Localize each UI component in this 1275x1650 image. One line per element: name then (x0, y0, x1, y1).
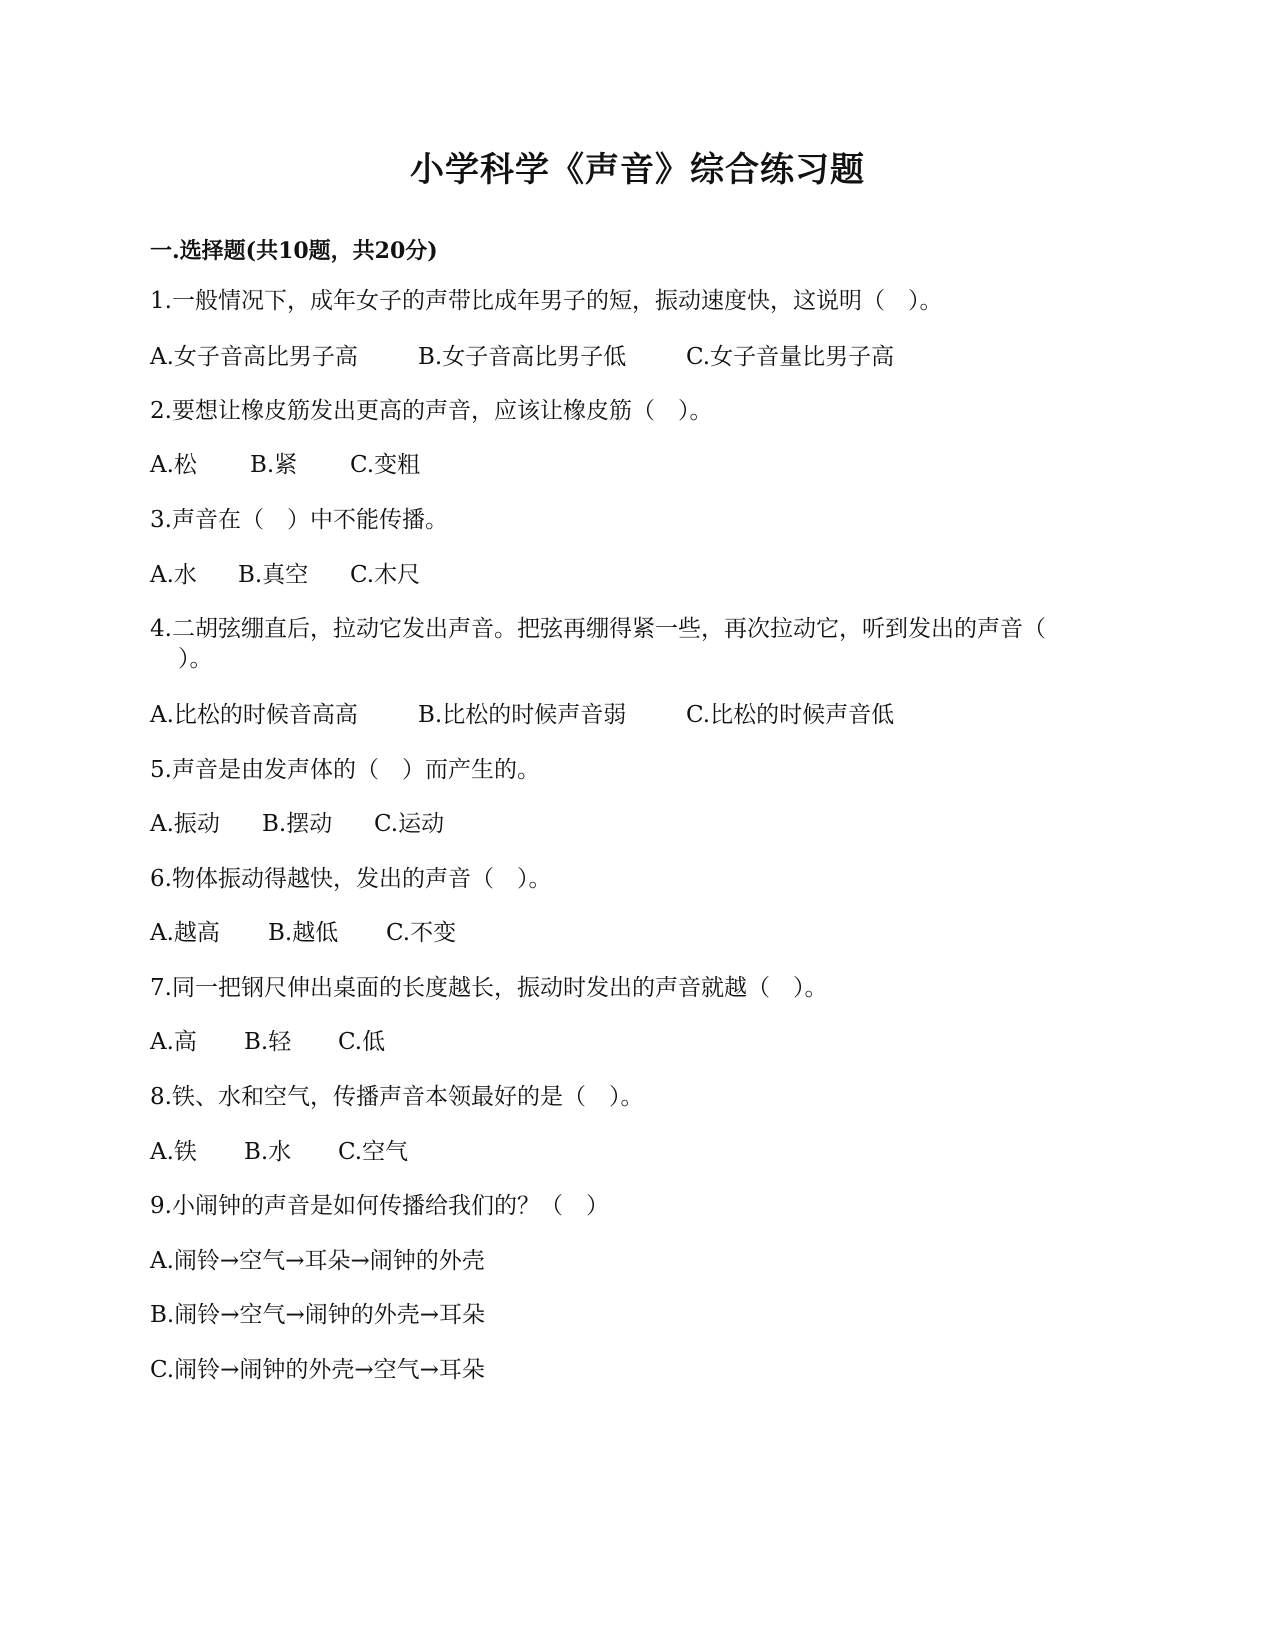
option-a: A.闹铃→空气→耳朵→闹钟的外壳 (150, 1248, 485, 1274)
option-a: A.振动 (150, 811, 220, 837)
option-c: C.运动 (374, 811, 445, 837)
option-a: A.女子音高比男子高 (150, 344, 358, 370)
option-row (150, 560, 420, 591)
section-heading: 一.选择题(共10题，共20分) (150, 238, 438, 264)
option-row (150, 450, 420, 481)
option-row (150, 809, 444, 840)
option-b: B.摆动 (262, 811, 333, 837)
option-b: B.真空 (238, 562, 309, 588)
option-c: C.变粗 (350, 452, 421, 478)
question-stem: 8.铁、水和空气，传播声音本领最好的是（ ）。 (150, 1084, 644, 1110)
option-c: C.空气 (338, 1139, 409, 1165)
option-c: C.不变 (386, 920, 457, 946)
option-b: B.紧 (250, 452, 298, 478)
question-stem: 7.同一把钢尺伸出桌面的长度越长，振动时发出的声音就越（ ）。 (150, 975, 828, 1001)
option-c: C.比松的时候声音低 (686, 702, 895, 728)
option-row (150, 918, 456, 949)
option-c: C.女子音量比男子高 (686, 344, 895, 370)
option-b: B.轻 (244, 1029, 292, 1055)
question-stem-continuation: ）。 (178, 646, 213, 672)
option-c: C.木尺 (350, 562, 421, 588)
option-row (150, 1137, 408, 1168)
question-stem: 4.二胡弦绷直后，拉动它发出声音。把弦再绷得紧一些，再次拉动它，听到发出的声音（ (150, 616, 1046, 642)
option-a: A.铁 (150, 1139, 197, 1165)
question-stem: 5.声音是由发声体的（ ）而产生的。 (150, 757, 540, 783)
question-stem: 3.声音在（ ）中不能传播。 (150, 507, 448, 533)
option-b: B.闹铃→空气→闹钟的外壳→耳朵 (150, 1302, 486, 1328)
option-b: B.比松的时候声音弱 (418, 702, 627, 728)
question-stem: 6.物体振动得越快，发出的声音（ ）。 (150, 866, 552, 892)
option-c: C.闹铃→闹钟的外壳→空气→耳朵 (150, 1357, 485, 1383)
document-title: 小学科学《声音》综合练习题 (410, 150, 865, 190)
option-a: A.高 (150, 1029, 197, 1055)
question-stem: 1.一般情况下，成年女子的声带比成年男子的短，振动速度快，这说明（ ）。 (150, 288, 943, 314)
option-b: B.女子音高比男子低 (418, 344, 627, 370)
option-a: A.水 (150, 562, 197, 588)
option-row (150, 1027, 385, 1058)
option-a: A.比松的时候音高高 (150, 702, 358, 728)
option-a: A.越高 (150, 920, 220, 946)
option-row (150, 342, 894, 373)
option-b: B.水 (244, 1139, 292, 1165)
option-a: A.松 (150, 452, 197, 478)
question-stem: 2.要想让橡皮筋发出更高的声音，应该让橡皮筋（ ）。 (150, 398, 713, 424)
option-row (150, 700, 894, 731)
question-stem: 9.小闹钟的声音是如何传播给我们的？（ ） (150, 1193, 609, 1219)
option-b: B.越低 (268, 920, 339, 946)
option-c: C.低 (338, 1029, 386, 1055)
